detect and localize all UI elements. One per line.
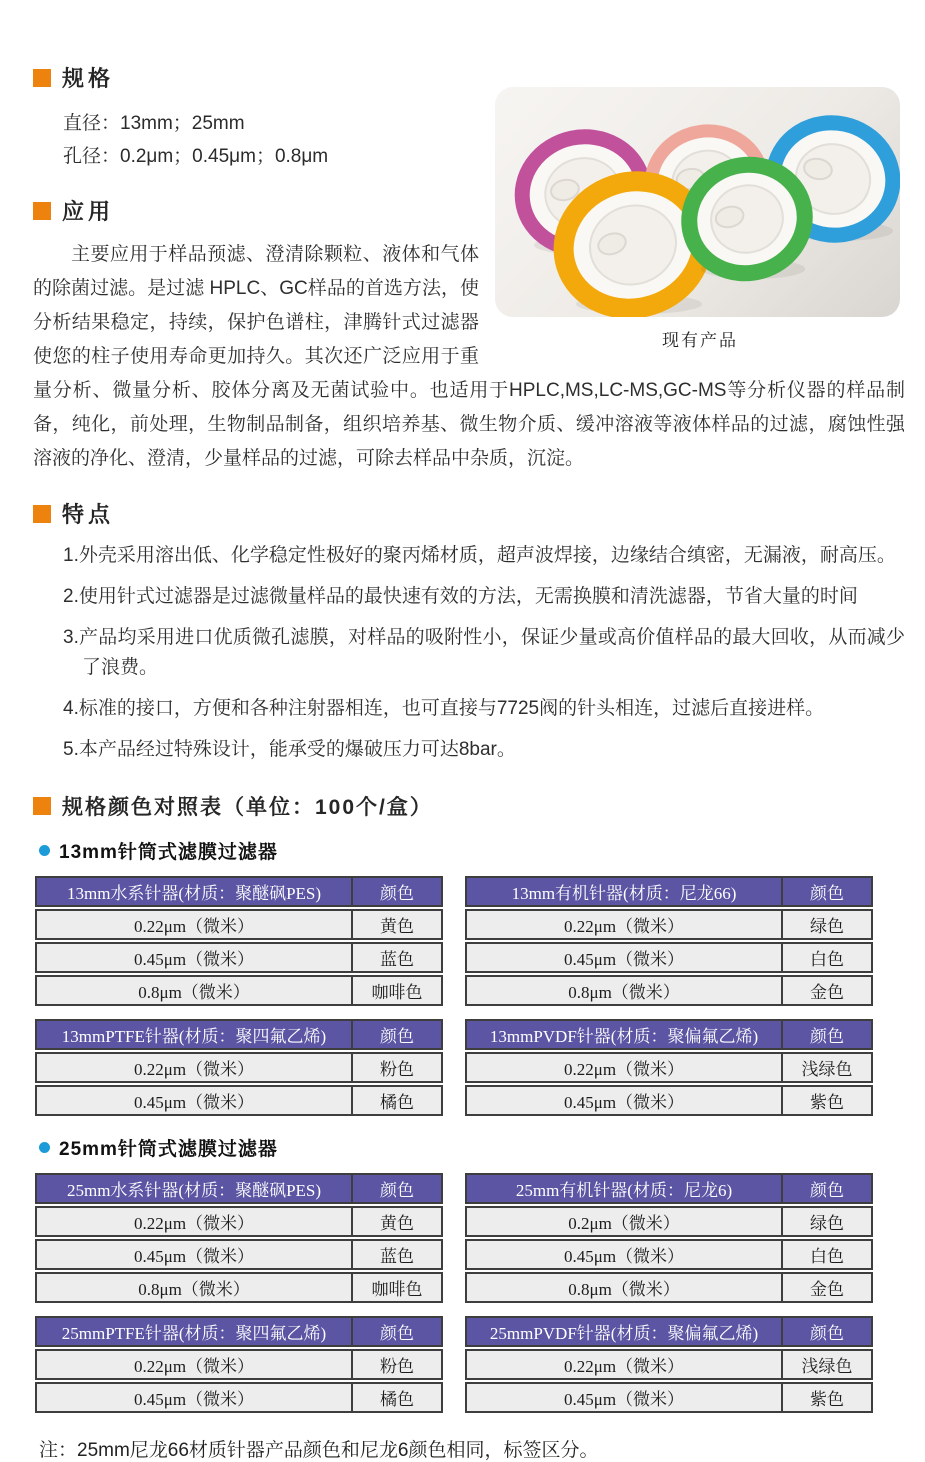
pore-size-cell: 0.8μm（微米） [465, 1272, 781, 1303]
photo-caption: 现有产品 [662, 331, 738, 350]
syringe-filters-illustration [495, 87, 900, 317]
pore-size-cell: 0.8μm（微米） [35, 1272, 351, 1303]
spec-heading [33, 62, 479, 93]
color-value-cell: 金色 [781, 1272, 873, 1303]
table-row [465, 1206, 873, 1237]
table-row [35, 909, 443, 940]
color-value-cell: 蓝色 [351, 1239, 443, 1270]
color-header-cell: 颜色 [351, 1173, 443, 1204]
table-title-cell: 13mm水系针器(材质：聚醚砜PES) [35, 876, 351, 907]
table-row [35, 1349, 443, 1380]
color-table-heading-label: 规格颜色对照表（单位：100个/盒） [62, 796, 433, 819]
color-header-cell: 颜色 [781, 876, 873, 907]
group-heading-25mm [39, 1134, 905, 1161]
color-header-cell: 颜色 [351, 1316, 443, 1347]
tables-13mm [35, 874, 905, 1118]
table-row [35, 1272, 443, 1303]
application-paragraph: 主要应用于样品预滤、澄清除颗粒、液体和气体的除菌过滤。是过滤 HPLC、GC样品的首选方法，使分析结果稳定，持续，保护色谱柱，津腾针式过滤器使您的柱子使用寿命更加持久。其次还广泛应用于重量分析、微量分析、胶体分离及无菌试验中。也适用于HPLC,MS,LC-MS,GC-MS等分析仪器的样品制备，纯化，前处理，生物制品制备，组织培养基、微生物介质、缓冲溶液等液体样品的过滤，腐蚀性强溶液的净化、澄清，少量样品的过滤，可除去样品中杂质，沉淀。 [33, 244, 905, 469]
feature-item: 1.外壳采用溶出低、化学稳定性极好的聚丙烯材质，超声波焊接，边缘结合缜密，无漏液，耐高压。 [63, 545, 896, 566]
table-header-row [465, 876, 873, 907]
table-row [35, 942, 443, 973]
table-row [35, 1085, 443, 1116]
color-value-cell: 浅绿色 [781, 1052, 873, 1083]
table-row [35, 1382, 443, 1413]
table-title-cell: 13mmPVDF针器(材质：聚偏氟乙烯) [465, 1019, 781, 1050]
table-row [35, 1206, 443, 1237]
product-datasheet-page [0, 62, 925, 1461]
color-value-cell: 黄色 [351, 1206, 443, 1237]
table-header-row [35, 1316, 443, 1347]
orange-square-icon [33, 202, 51, 220]
pore-size-cell: 0.8μm（微米） [35, 975, 351, 1006]
color-value-cell: 橘色 [351, 1085, 443, 1116]
table-row [465, 1085, 873, 1116]
color-value-cell: 金色 [781, 975, 873, 1006]
pore-size-cell: 0.2μm（微米） [465, 1206, 781, 1237]
pore-size-cell: 0.22μm（微米） [35, 1206, 351, 1237]
color-spec-table [465, 1017, 873, 1118]
table-header-row [465, 1316, 873, 1347]
pore-size-cell: 0.8μm（微米） [465, 975, 781, 1006]
application-heading [33, 195, 479, 226]
table-header-row [35, 876, 443, 907]
table-title-cell: 13mmPTFE针器(材质：聚四氟乙烯) [35, 1019, 351, 1050]
spec-heading-label: 规格 [62, 66, 115, 91]
color-value-cell: 咖啡色 [351, 1272, 443, 1303]
color-value-cell: 绿色 [781, 1206, 873, 1237]
group-heading-13mm [39, 837, 905, 864]
table-title-cell: 25mmPTFE针器(材质：聚四氟乙烯) [35, 1316, 351, 1347]
pore-size-cell: 0.22μm（微米） [465, 1349, 781, 1380]
table-pair [35, 1314, 905, 1415]
footnote: 注：25mm尼龙66材质针器产品颜色和尼龙6颜色相同，标签区分。 [39, 1440, 599, 1461]
syringe-filters-photo [495, 87, 900, 317]
table-row [465, 1349, 873, 1380]
table-row [465, 1382, 873, 1413]
pore-size-cell: 0.22μm（微米） [465, 1052, 781, 1083]
pore-size-cell: 0.45μm（微米） [465, 1382, 781, 1413]
color-value-cell: 紫色 [781, 1382, 873, 1413]
features-section [33, 498, 905, 765]
table-header-row [465, 1173, 873, 1204]
pore-size-cell: 0.45μm（微米） [35, 1382, 351, 1413]
table-header-row [35, 1019, 443, 1050]
table-row [465, 942, 873, 973]
blue-bullet-icon [39, 845, 50, 856]
color-spec-table [465, 1171, 873, 1305]
orange-square-icon [33, 797, 51, 815]
table-pair [35, 1017, 905, 1118]
spec-line-diameter: 直径：13mm；25mm [63, 113, 245, 134]
features-heading-label: 特点 [62, 502, 115, 527]
blue-bullet-icon [39, 1142, 50, 1153]
pore-size-cell: 0.45μm（微米） [35, 1085, 351, 1116]
orange-square-icon [33, 505, 51, 523]
table-row [465, 975, 873, 1006]
color-header-cell: 颜色 [351, 876, 443, 907]
table-title-cell: 25mm水系针器(材质：聚醚砜PES) [35, 1173, 351, 1204]
color-value-cell: 橘色 [351, 1382, 443, 1413]
color-header-cell: 颜色 [781, 1316, 873, 1347]
table-row [35, 975, 443, 1006]
color-spec-table [35, 1171, 443, 1305]
application-heading-label: 应用 [62, 199, 115, 224]
feature-item: 3.产品均采用进口优质微孔滤膜，对样品的吸附性小，保证少量或高价值样品的最大回收，从而减少了浪费。 [63, 627, 905, 678]
color-table-heading [33, 791, 905, 821]
table-header-row [35, 1173, 443, 1204]
table-title-cell: 25mm有机针器(材质：尼龙6) [465, 1173, 781, 1204]
color-spec-table [35, 1314, 443, 1415]
orange-square-icon [33, 69, 51, 87]
color-value-cell: 蓝色 [351, 942, 443, 973]
color-spec-table [35, 1017, 443, 1118]
feature-item: 2.使用针式过滤器是过滤微量样品的最快速有效的方法，无需换膜和清洗滤器，节省大量的时间 [63, 586, 858, 607]
group-heading-13mm-label: 13mm针筒式滤膜过滤器 [59, 842, 278, 863]
pore-size-cell: 0.45μm（微米） [35, 942, 351, 973]
color-value-cell: 白色 [781, 1239, 873, 1270]
color-value-cell: 黄色 [351, 909, 443, 940]
pore-size-cell: 0.22μm（微米） [35, 1349, 351, 1380]
table-row [465, 1052, 873, 1083]
features-heading [33, 498, 905, 529]
tables-25mm [35, 1171, 905, 1415]
features-list [63, 541, 905, 765]
color-value-cell: 白色 [781, 942, 873, 973]
feature-item: 4.标准的接口，方便和各种注射器相连，也可直接与7725阀的针头相连，过滤后直接进样。 [63, 698, 825, 719]
spec-line-pore: 孔径：0.2μm；0.45μm；0.8μm [63, 146, 329, 167]
table-header-row [465, 1019, 873, 1050]
pore-size-cell: 0.45μm（微米） [35, 1239, 351, 1270]
table-title-cell: 25mmPVDF针器(材质：聚偏氟乙烯) [465, 1316, 781, 1347]
color-value-cell: 粉色 [351, 1052, 443, 1083]
pore-size-cell: 0.22μm（微米） [35, 909, 351, 940]
group-heading-25mm-label: 25mm针筒式滤膜过滤器 [59, 1139, 278, 1160]
pore-size-cell: 0.22μm（微米） [35, 1052, 351, 1083]
color-value-cell: 紫色 [781, 1085, 873, 1116]
color-header-cell: 颜色 [781, 1019, 873, 1050]
color-spec-table [35, 874, 443, 1008]
color-header-cell: 颜色 [781, 1173, 873, 1204]
color-value-cell: 绿色 [781, 909, 873, 940]
table-title-cell: 13mm有机针器(材质：尼龙66) [465, 876, 781, 907]
pore-size-cell: 0.45μm（微米） [465, 1239, 781, 1270]
table-row [465, 1272, 873, 1303]
color-spec-table [465, 1314, 873, 1415]
color-table-section [33, 791, 905, 1462]
table-row [35, 1239, 443, 1270]
table-row [465, 1239, 873, 1270]
color-value-cell: 浅绿色 [781, 1349, 873, 1380]
table-row [465, 909, 873, 940]
product-photo-block [495, 87, 905, 351]
table-row [35, 1052, 443, 1083]
color-header-cell: 颜色 [351, 1019, 443, 1050]
color-spec-table [465, 874, 873, 1008]
pore-size-cell: 0.45μm（微米） [465, 1085, 781, 1116]
feature-item: 5.本产品经过特殊设计，能承受的爆破压力可达8bar。 [63, 739, 516, 760]
color-value-cell: 咖啡色 [351, 975, 443, 1006]
color-value-cell: 粉色 [351, 1349, 443, 1380]
table-pair [35, 874, 905, 1008]
table-pair [35, 1171, 905, 1305]
pore-size-cell: 0.22μm（微米） [465, 909, 781, 940]
pore-size-cell: 0.45μm（微米） [465, 942, 781, 973]
